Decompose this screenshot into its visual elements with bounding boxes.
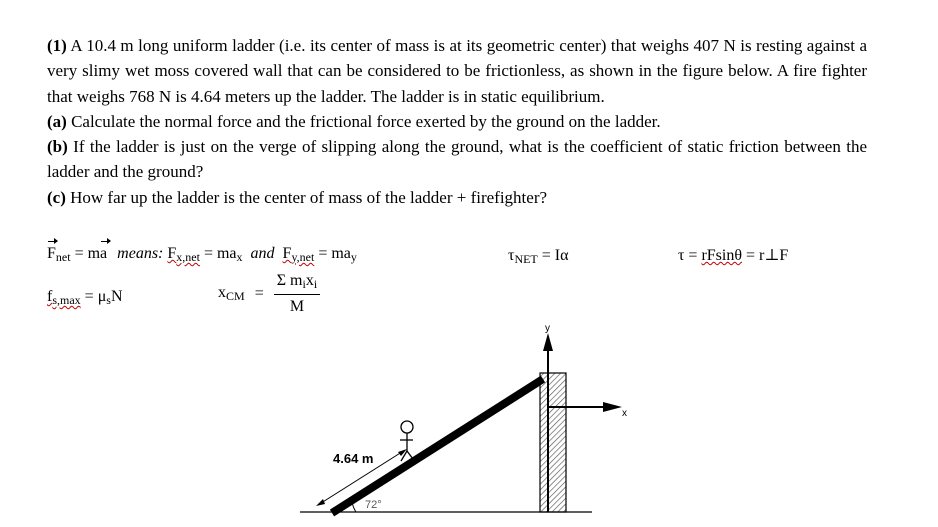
xcm-equals: = — [254, 285, 264, 302]
x-var: x — [305, 272, 314, 289]
sigma-m: Σ m — [276, 272, 303, 289]
m-subscript: i — [302, 277, 306, 291]
fs-equals: = μ — [80, 288, 107, 305]
fx-subscript2: x — [236, 250, 243, 264]
fs-normal: N — [110, 288, 123, 305]
fx-equals: = ma — [199, 245, 237, 262]
x-axis-label: x — [622, 408, 627, 419]
acceleration-vector: a — [100, 245, 108, 262]
and-word: and — [250, 245, 275, 262]
part-a-text: Calculate the normal force and the frictional force exerted by the ground on the ladder. — [66, 111, 661, 131]
angle-label: 72° — [365, 499, 382, 511]
fy-subscript: y,net — [291, 250, 315, 264]
wall — [540, 373, 566, 512]
part-b-text: If the ladder is just on the verge of slipping along the ground, what is the coefficient of static friction between the ladder and the ground? — [47, 137, 867, 182]
y-axis-label: y — [545, 323, 550, 334]
fnet-equals: = m — [70, 245, 101, 262]
fy-equals: = ma — [314, 245, 351, 262]
tau-symbol: τ — [508, 247, 515, 264]
fx-subscript: x,net — [176, 250, 200, 264]
xcm-x: x — [218, 284, 226, 301]
part-c-text: How far up the ladder is the center of mass of the ladder + firefighter? — [65, 187, 548, 207]
tau-def-start: τ = — [678, 247, 702, 264]
distance-label: 4.64 m — [333, 451, 374, 466]
tau-def-rfsin: rFsinθ — [701, 247, 743, 264]
fy-subscript2: y — [350, 250, 357, 264]
fs-symbol: f — [47, 288, 53, 305]
xcm-denominator: M — [289, 298, 305, 315]
problem-statement: A 10.4 m long uniform ladder (i.e. its center of mass is at its geometric center) that weighs 407 N is resting against a very slimy wet moss covered wall that can be considered to be frictionless, as shown in the figure below. A fire fighter that weighs 768 N is 4.64 meters up the ladder. The ladder is in static equilibrium. — [47, 36, 867, 106]
means-word: means: — [117, 245, 164, 262]
ladder — [332, 379, 543, 513]
fs-subscript: s,max — [52, 293, 81, 307]
y-axis-arrowhead — [543, 333, 553, 351]
x-subscript: i — [313, 277, 318, 291]
fnet-symbol: F — [47, 245, 56, 262]
tau-net-subscript: NET — [514, 252, 538, 266]
part-a-label: (a) — [47, 111, 67, 131]
part-c-label: (c) — [47, 187, 66, 207]
fnet-subscript: net — [55, 250, 71, 264]
fy-symbol: F — [282, 245, 292, 262]
tau-net-equals: = Iα — [537, 247, 569, 264]
fx-symbol: F — [167, 245, 177, 262]
problem-number: (1) — [47, 36, 67, 55]
part-b-label: (b) — [47, 137, 68, 157]
x-axis-arrowhead — [603, 402, 622, 412]
firefighter-icon — [400, 421, 413, 461]
dimension-arrow-start — [316, 499, 325, 506]
xcm-subscript: CM — [226, 289, 245, 303]
tau-def-rest: = r⊥F — [742, 247, 789, 264]
mu-subscript: s — [106, 293, 111, 307]
